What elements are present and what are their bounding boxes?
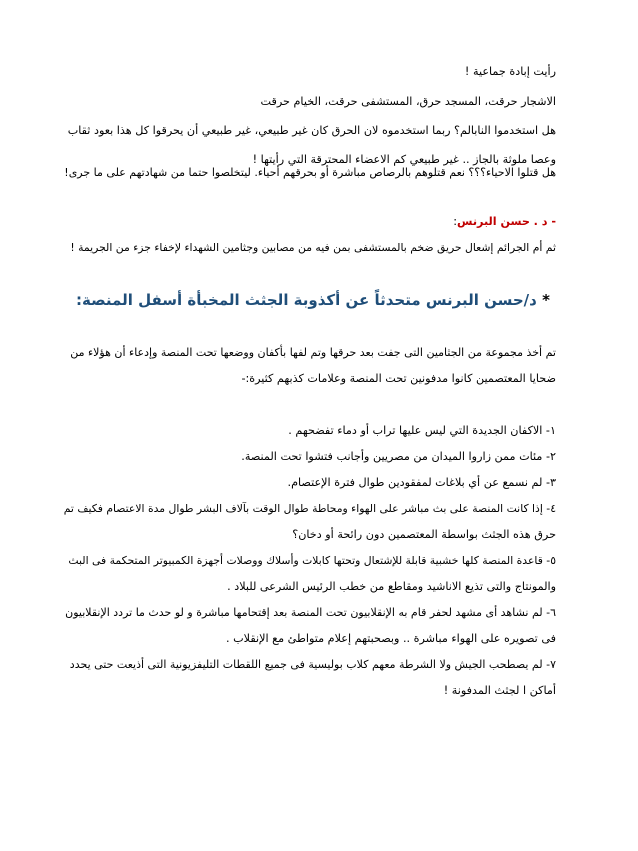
point-item-1: ١- الاكفان الجديدة التي ليس عليها تراب أو دماء تفضحهم . <box>288 424 556 437</box>
section-heading-title: د/حسن البرنس متحدثاً عن أكذوبة الجثث المخبأة أسفل المنصة: <box>76 291 537 309</box>
point-item-5-cont: والمونتاج والتى تذيع الاناشيد ومقاطع من خطب الرئيس الشرعى للبلاد . <box>227 580 556 593</box>
point-item-5: ٥- قاعدة المنصة كلها خشبية قابلة للإشتعال وتحتها كابلات وأسلاك ووصلات أجهزة الكمبيوتر المتحكمة فى البث <box>68 554 556 567</box>
point-item-7-cont: أماكن ا لجثث المدفونة ! <box>443 684 556 697</box>
intro-line: رأيت إبادة جماعية ! <box>464 65 556 78</box>
intro-line: وعصا ملوثة بالجاز .. غير طبيعي كم الاعضاء المحترقة التي رأيتها ! <box>252 153 556 166</box>
author-quote: ثم أم الجرائم إشعال حريق ضخم بالمستشفى بمن فيه من مصابين وجثامين الشهداء لإخفاء جزء من الجريمة ! <box>70 241 556 254</box>
point-item-3: ٣- لم نسمع عن أي بلاغات لمفقودين طوال فترة الإعتصام. <box>287 476 556 489</box>
paragraph-line: ضحايا المعتصمين كانوا مدفونين تحت المنصة وعلامات كذبهم كثيرة:- <box>241 372 556 385</box>
paragraph-line: تم أخذ مجموعة من الجثامين التى جفت بعد حرقها وتم لفها بأكفان ووضعها تحت المنصة وإدعاء أن هؤلاء من <box>70 346 556 359</box>
author-colon: : <box>453 215 457 228</box>
intro-line: هل استخدموا النابالم؟ ربما استخدموه لان الحرق كان غير طبيعي، غير طبيعي أن يحرقوا كل هذا بعود ثقاب <box>67 124 556 137</box>
author-dash: - د . <box>533 215 556 228</box>
author-line <box>453 214 556 230</box>
point-item-4: ٤- إذا كانت المنصة على بث مباشر على الهواء ومحاطة طوال الوقت بآلاف البشر طوال مدة الاعتصام فكيف تم <box>63 502 556 515</box>
star-bullet: * <box>542 291 550 309</box>
intro-line: هل قتلوا الاحياء؟؟؟ نعم قتلوهم بالرصاص مباشرة أو بحرقهم أحياء. ليتخلصوا حتما من شهادتهم على ما جرى! <box>64 166 556 179</box>
section-heading <box>70 288 556 312</box>
point-item-6: ٦- لم نشاهد أى مشهد لحفر قام به الإنقلابيون تحت المنصة بعد إقتحامها مباشرة و لو حدث ما تردد الإنقلابيون <box>65 606 556 619</box>
author-name: حسن البرنس <box>457 215 530 228</box>
point-item-7: ٧- لم يصطحب الجيش ولا الشرطة معهم كلاب بوليسية فى جميع اللقطات التليفزيونية التى أذيعت حتى يحدد <box>69 658 556 671</box>
point-item-2: ٢- مئات ممن زاروا الميدان من مصريين وأجانب فتشوا تحت المنصة. <box>241 450 556 463</box>
intro-line: الاشجار حرقت، المسجد حرق، المستشفى حرقت، الخيام حرقت <box>260 95 556 108</box>
point-item-6-cont: فى تصويره على الهواء مباشرة .. وبصحبتهم إعلام متواطئ مع الإنقلاب . <box>226 632 556 645</box>
point-item-4-cont: حرق هذه الجثث بواسطة المعتصمين دون رائحة أو دخان؟ <box>292 528 556 541</box>
